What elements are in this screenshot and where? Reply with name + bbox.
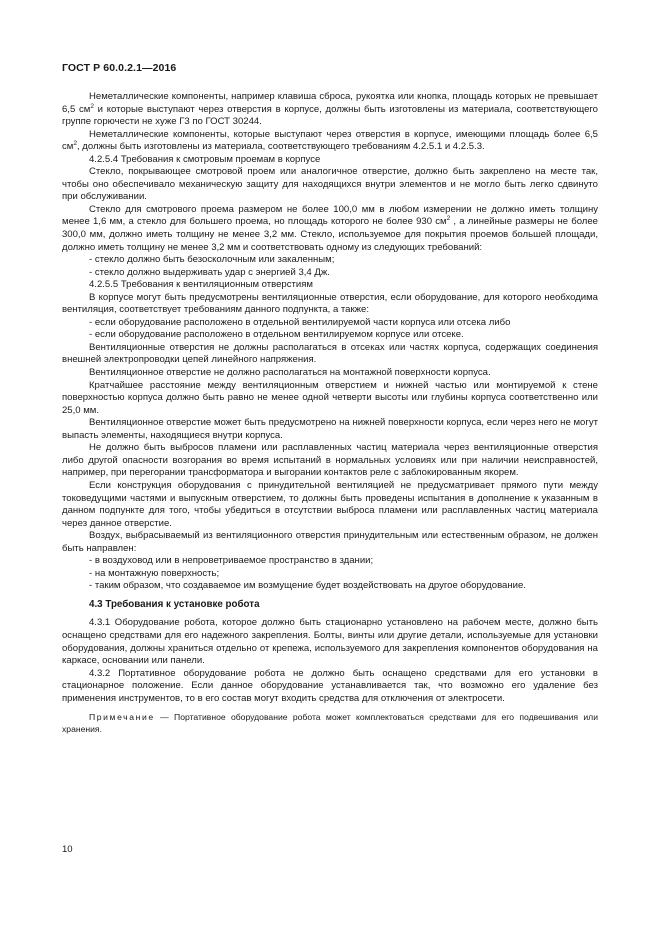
paragraph: Стекло, покрывающее смотровой проем или аналогичное отверстие, должно быть закреплено на месте так, чтобы оно обеспечивало механическую защиту для находящихся внутри элементов и не могло быть легко сдвинуто при обслуживании. <box>62 166 598 203</box>
list-item: - стекло должно выдерживать удар с энергией 3,4 Дж. <box>89 266 330 278</box>
list-item: - стекло должно быть безосколочным или закаленным; <box>89 254 335 266</box>
paragraph: Если конструкция оборудования с принудительной вентиляцией не предусматривает прямого пути между токоведущими частями и выпускным отверстием, то должны быть проведены испытания в дополнение к указанным в данном подпункте для того, чтобы убедиться в отсутствии выброса пламени или расплавленных частиц материала через данное отверстие. <box>62 479 598 529</box>
paragraph: Неметаллические компоненты, которые выступают через отверстия в корпусе, имеющими площадь более 6,5 $см^2$, должны быть изготовлены из материала, соответствующего требованиям 4.2.5.1 и 4.2.5.3. <box>62 128 598 153</box>
paragraph: Вентиляционное отверстие не должно располагаться на монтажной поверхности корпуса. <box>89 367 491 379</box>
document-header: ГОСТ Р 60.0.2.1—2016 <box>62 62 177 74</box>
list-item: - таким образом, что создаваемое им возмущение будет воздействовать на другое оборудование. <box>89 580 526 592</box>
paragraph: Вентиляционное отверстие может быть предусмотрено на нижней поверхности корпуса, если через него не могут выпасть элементы, находящиеся внутри корпуса. <box>62 417 598 441</box>
paragraph: Воздух, выбрасываемый из вентиляционного отверстия принудительным или естественным образом, не должен быть направлен: <box>62 530 598 554</box>
paragraph: Вентиляционные отверстия не должны располагаться в отсеках или частях корпуса, содержащих соединения внешней электропроводки цепей линейного напряжения. <box>62 341 598 366</box>
paragraph: Неметаллические компоненты, например клавиша сброса, рукоятка или кнопка, площадь которых не превышает 6,5 $см^2$ и которые выступают через отверстия в корпусе, должны быть изготовлены из материала, соответствующего группе горючести не хуже Г3 по ГОСТ 30244. <box>62 91 598 128</box>
list-item: - в воздуховод или в непроветриваемое пространство в здании; <box>89 555 374 567</box>
list-item: - если оборудование расположено в отдельном вентилируемом корпусе или отсеке. <box>89 329 464 341</box>
document-body <box>62 91 598 735</box>
paragraph: 4.3.2 Портативное оборудование робота не должно быть оснащено средствами для его установки в стационарное положение. Если данное оборудование устанавливается так, что возможно его удаление без применения инструментов, то в его состав могут входить средства для отключения от электросети. <box>62 667 598 704</box>
paragraph: Не должно быть выбросов пламени или расплавленных частиц материала через вентиляционные отверстия либо другой опасности возгорания во время испытаний в нормальных условиях или при наличии неисправностей, например, при перегорании трансформатора и выгорании контактов реле с заблокированным якорем. <box>62 442 598 479</box>
note <box>62 711 598 735</box>
section-heading: 4.3 Требования к установке робота <box>89 598 260 610</box>
note-text: — Портативное оборудование робота может комплектоваться средствами для его подвешивания или хранения. <box>62 712 598 735</box>
list-item: - если оборудование расположено в отдельной вентилируемой части корпуса или отсека либо <box>89 316 511 328</box>
list-item: - на монтажную поверхность; <box>89 567 220 579</box>
paragraph: Стекло для смотрового проема размером не более 100,0 мм в любом измерении не должно иметь толщину менее 1,6 мм, а стекло для большего проема, но площадь которого не более 930 $см^2$ , а линейные размеры не более 300,0 мм, должно иметь толщину не менее 3,2 мм. Стекло, используемое для покрытия проемов большей площади, должно иметь толщину не менее 3,2 мм и соответствовать одному из следующих требований: <box>62 203 598 253</box>
paragraph: Кратчайшее расстояние между вентиляционным отверстием и нижней частью или монтируемой к стене поверхностью корпуса должно быть равно не менее одной четверти высоты или глубины корпуса соответственно или 25,0 мм. <box>62 379 598 416</box>
paragraph: В корпусе могут быть предусмотрены вентиляционные отверстия, если оборудование, для которого необходима вентиляция, соответствует требованиям данного подпункта, а также: <box>62 291 598 316</box>
subsection-heading: 4.2.5.4 Требования к смотровым проемам в корпусе <box>89 153 321 165</box>
note-label: Примечание <box>89 712 155 723</box>
subsection-heading: 4.2.5.5 Требования к вентиляционным отверстиям <box>89 279 313 291</box>
paragraph: 4.3.1 Оборудование робота, которое должно быть стационарно установлено на рабочем месте, должно быть оснащено средствами для его надежного закрепления. Болты, винты или другие детали, используемые для установки оборудования, должны храниться отдельно от крепежа, используемого для закрепления компонентов оборудования на каркасе, основании или панели. <box>62 617 598 667</box>
page-number: 10 <box>62 844 73 855</box>
